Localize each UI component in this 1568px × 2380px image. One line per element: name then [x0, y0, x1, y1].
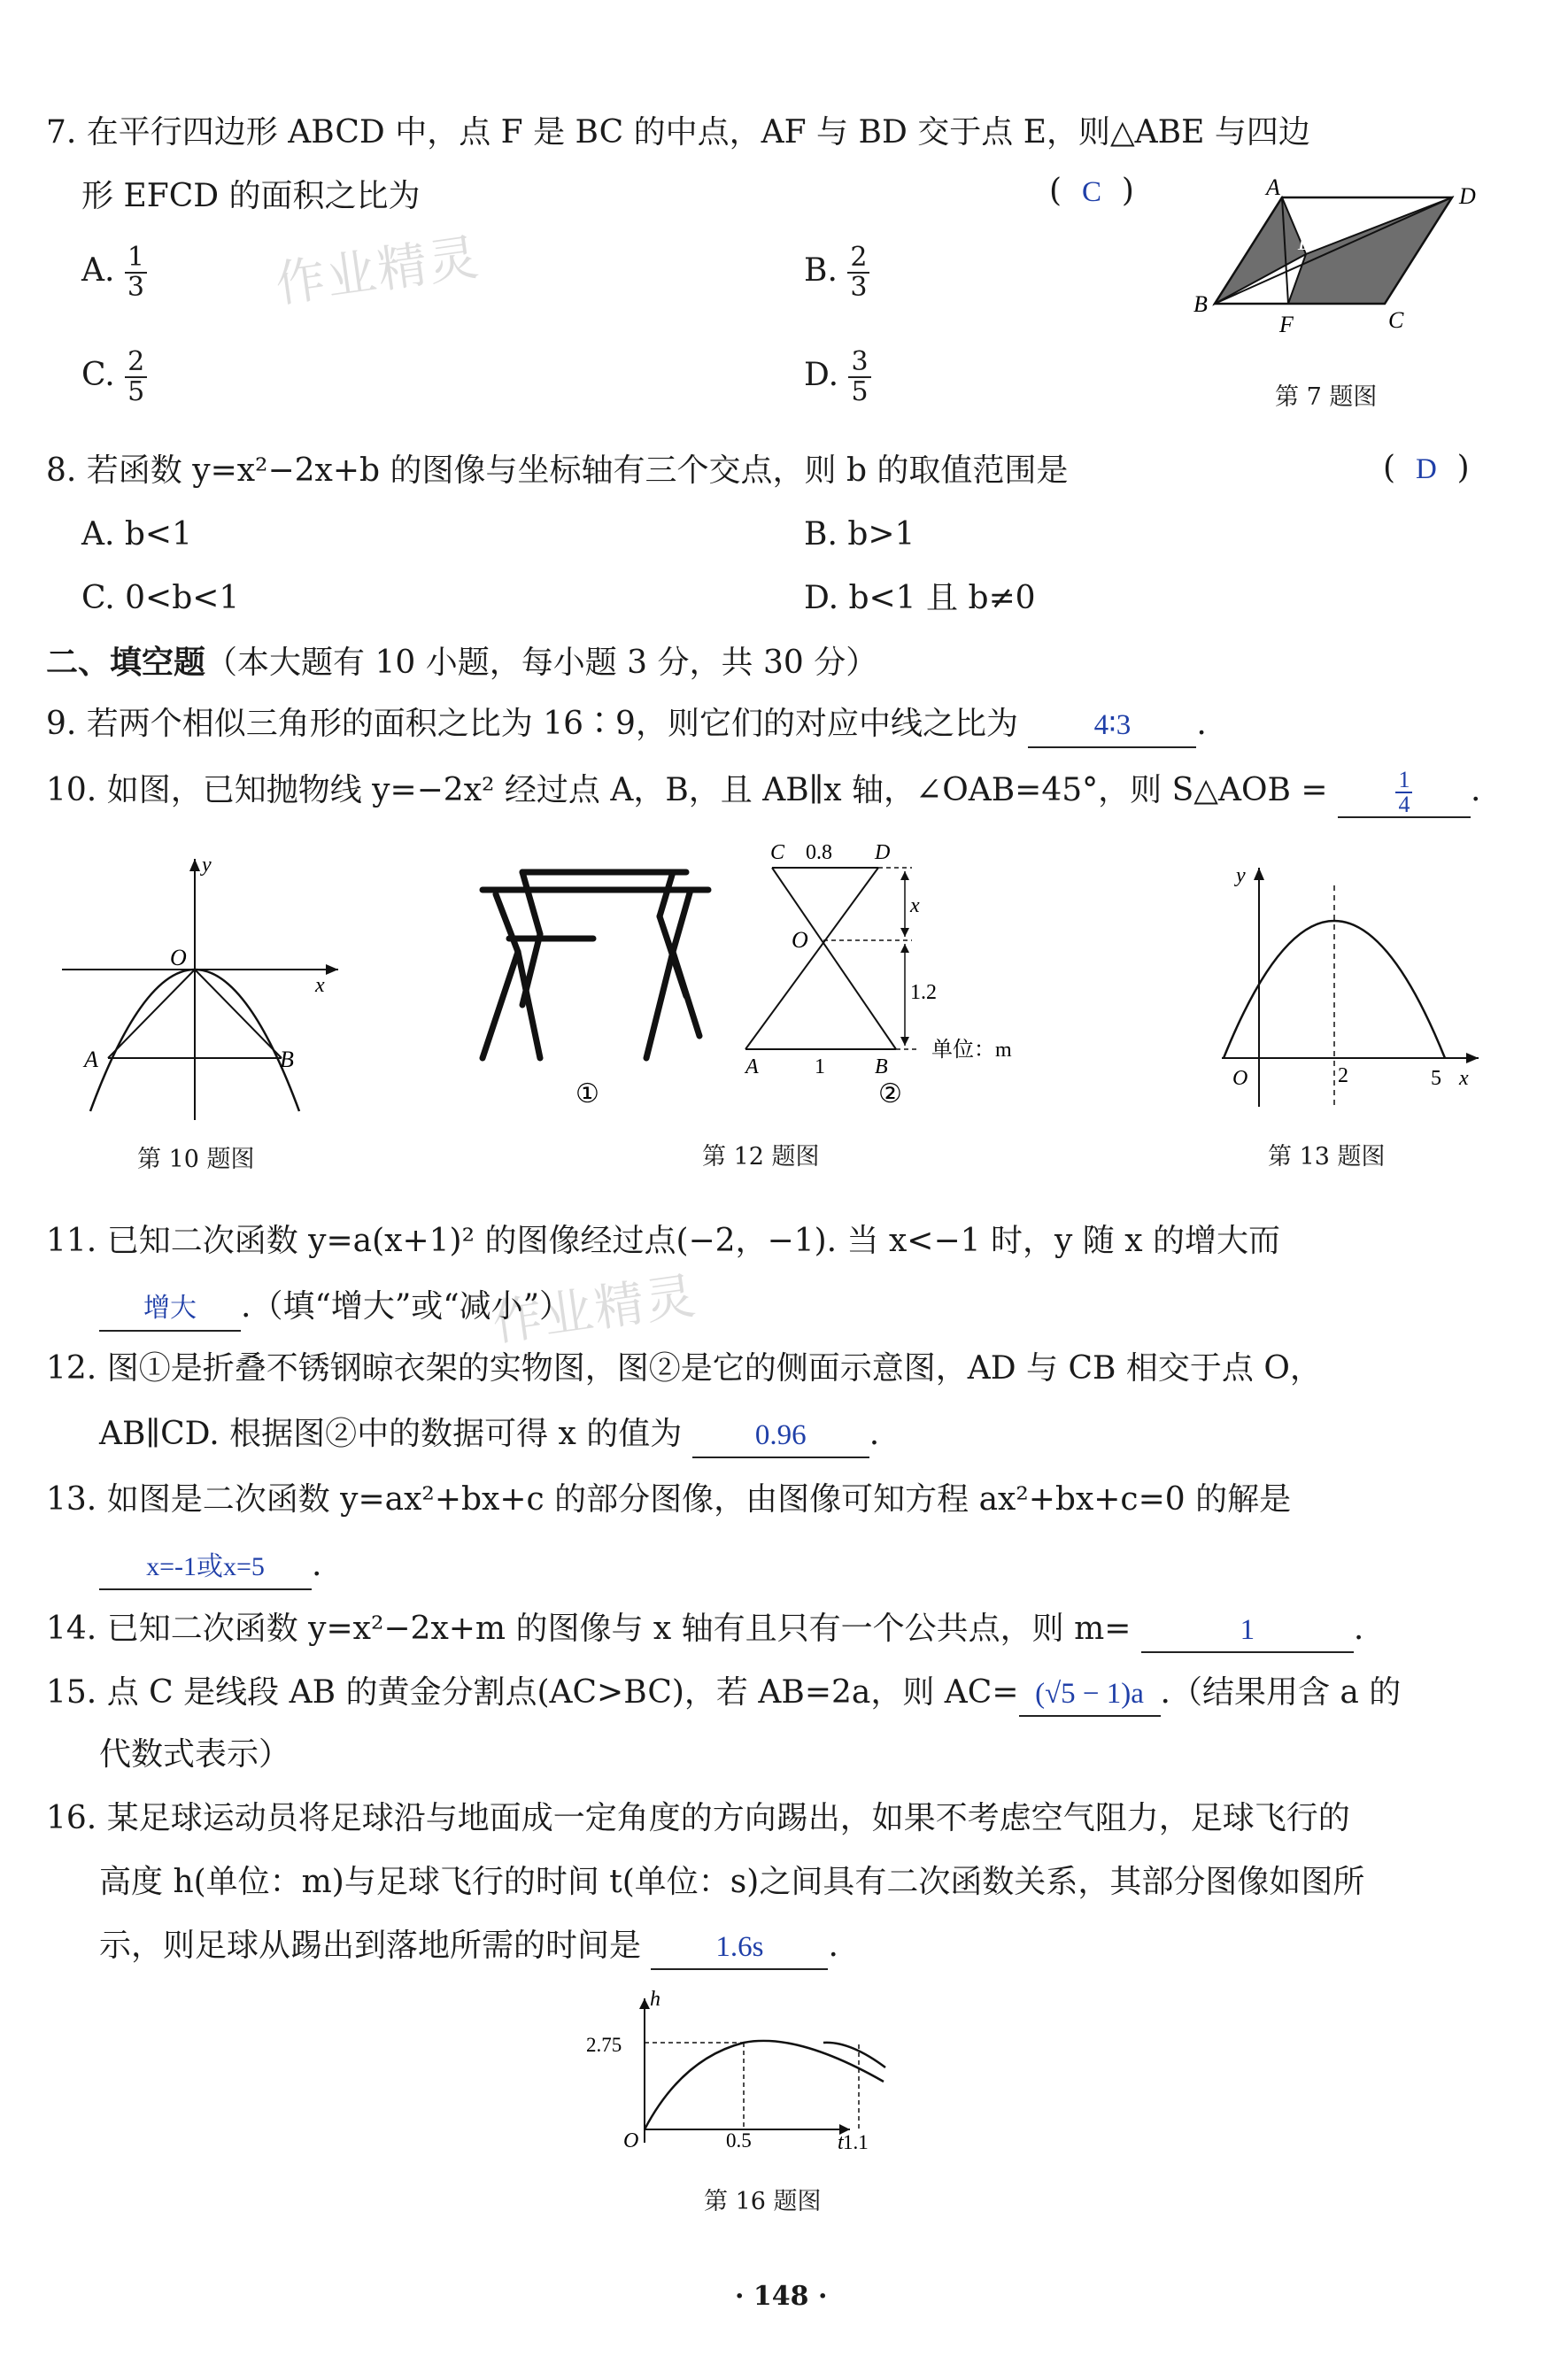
svg-text:O: O — [1232, 1067, 1248, 1090]
page-number: · 148 · — [735, 2281, 828, 2312]
q15-answer: (√5 − 1)a — [1019, 1673, 1161, 1717]
q7-option-d: D. $\frac{3}{5}$ — [804, 348, 871, 406]
q10-answer: $\frac{1}{4}$ — [1338, 769, 1471, 818]
watermark: 作业精灵 — [272, 228, 484, 314]
q7-answer-paren: ( C ) — [1049, 173, 1134, 209]
svg-text:①: ① — [575, 1079, 599, 1109]
svg-text:B: B — [280, 1047, 294, 1072]
label-b: B — [1193, 291, 1208, 317]
svg-text:y: y — [1236, 864, 1246, 887]
q12-line2: AB∥CD. 根据图②中的数据可得 x 的值为 0.96 . — [99, 1413, 879, 1458]
figure-10 — [53, 841, 372, 1124]
svg-text:1.1: 1.1 — [843, 2131, 869, 2153]
label-c: C — [1388, 307, 1404, 333]
q8-option-b: B. b>1 — [804, 516, 915, 552]
label-e: E — [1298, 229, 1312, 255]
figure-7 — [1178, 168, 1514, 345]
figure-16-caption: 第 16 题图 — [704, 2188, 822, 2215]
figure-16-right — [823, 2032, 894, 2153]
q8-answer: D — [1415, 453, 1437, 485]
q16-line1: 16. 某足球运动员将足球沿与地面成一定角度的方向踢出，如果不考虑空气阻力，足球飞行的 — [46, 1800, 1350, 1836]
svg-text:2: 2 — [1338, 1064, 1348, 1087]
label-d: D — [1459, 183, 1476, 209]
q14-line: 14. 已知二次函数 y=x²−2x+m 的图像与 x 轴有且只有一个公共点，则 m= 1 . — [46, 1608, 1363, 1653]
q11-answer: 增大 — [99, 1287, 241, 1332]
label-f: F — [1279, 312, 1294, 337]
section-2-heading: 二、填空题（本大题有 10 小题，每小题 3 分，共 30 分） — [46, 644, 878, 681]
figure-12-photo — [469, 854, 735, 1109]
q10-line: 10. 如图，已知抛物线 y=−2x² 经过点 A，B，且 AB∥x 轴，∠OAB=45°，则 S△AOB = $\frac{1}{4}$ . — [46, 767, 1481, 817]
q14-answer: 1 — [1141, 1609, 1354, 1653]
svg-text:O: O — [623, 2129, 639, 2152]
q11-line2: 增大 .（填“增大”或“减小”） — [99, 1286, 571, 1332]
svg-text:0.5: 0.5 — [726, 2129, 752, 2152]
svg-text:单位：m: 单位：m — [931, 1039, 1012, 1062]
q9-answer: 4∶3 — [1028, 704, 1196, 748]
q15-line2: 代数式表示） — [99, 1736, 291, 1773]
q8-option-a: A. b<1 — [81, 516, 192, 552]
figure-13 — [1213, 850, 1496, 1107]
q8-line: 8. 若函数 y=x²−2x+b 的图像与坐标轴有三个交点，则 b 的取值范围是 — [46, 452, 1069, 489]
svg-text:x: x — [910, 894, 920, 917]
svg-text:x: x — [1459, 1067, 1469, 1090]
q12-line1: 12. 图①是折叠不锈钢晾衣架的实物图，图②是它的侧面示意图，AD 与 CB 相交于点 O， — [46, 1350, 1322, 1387]
svg-text:y: y — [202, 854, 212, 877]
q9-line: 9. 若两个相似三角形的面积之比为 16∶9，则它们的对应中线之比为 4∶3 . — [46, 703, 1207, 748]
figure-12-caption: 第 12 题图 — [702, 1143, 820, 1171]
svg-text:A: A — [84, 1047, 98, 1072]
figure-12-diagram — [735, 832, 1036, 1107]
q16-answer: 1.6s — [651, 1926, 828, 1970]
svg-text:B: B — [875, 1055, 888, 1078]
q13-line1: 13. 如图是二次函数 y=ax²+bx+c 的部分图像，由图像可知方程 ax²+bx+c=0 的解是 — [46, 1481, 1292, 1518]
svg-text:2.75: 2.75 — [586, 2034, 622, 2056]
watermark: 作业精灵 — [489, 1267, 701, 1353]
q7-line1: 7. 在平行四边形 ABCD 中，点 F 是 BC 的中点，AF 与 BD 交于点 E，则△ABE 与四边 — [46, 114, 1310, 151]
q7-option-a: A. $\frac{1}{3}$ — [81, 243, 147, 302]
svg-text:5: 5 — [1431, 1067, 1441, 1090]
q16-line3: 示，则足球从踢出到落地所需的时间是 1.6s . — [99, 1925, 838, 1970]
figure-13-caption: 第 13 题图 — [1268, 1143, 1386, 1171]
q12-answer: 0.96 — [692, 1414, 869, 1458]
q13-line2: x=-1或x=5 . — [99, 1544, 321, 1590]
svg-text:D: D — [875, 841, 891, 864]
svg-text:0.8: 0.8 — [806, 841, 832, 864]
svg-text:1: 1 — [815, 1055, 825, 1078]
figure-10-caption: 第 10 题图 — [137, 1146, 255, 1173]
q8-option-d: D. b<1 且 b≠0 — [804, 580, 1036, 616]
q7-option-c: C. $\frac{2}{5}$ — [81, 348, 147, 406]
svg-text:A: A — [745, 1055, 759, 1078]
svg-text:1.2: 1.2 — [910, 981, 937, 1004]
figure-16 — [584, 1988, 850, 2154]
quad-efcd — [1288, 197, 1452, 304]
svg-text:t: t — [838, 2131, 844, 2154]
svg-text:②: ② — [878, 1079, 902, 1109]
q11-line1: 11. 已知二次函数 y=a(x+1)² 的图像经过点(−2，−1). 当 x<−1 时，y 随 x 的增大而 — [46, 1223, 1280, 1259]
q7-option-b: B. $\frac{2}{3}$ — [804, 243, 869, 302]
svg-text:C: C — [770, 841, 785, 864]
svg-text:O: O — [792, 927, 808, 953]
svg-text:x: x — [315, 974, 325, 997]
q7-line2: 形 EFCD 的面积之比为 — [81, 178, 421, 214]
q13-answer: x=-1或x=5 — [99, 1546, 312, 1590]
q8-option-c: C. 0<b<1 — [81, 580, 240, 616]
svg-text:O: O — [170, 945, 187, 970]
q7-answer: C — [1081, 176, 1101, 208]
triangle-abe — [1215, 197, 1306, 304]
q16-line2: 高度 h(单位：m)与足球飞行的时间 t(单位：s)之间具有二次函数关系，其部分图像如图所 — [99, 1864, 1365, 1900]
label-a: A — [1266, 174, 1280, 200]
svg-text:h: h — [650, 1988, 660, 2011]
figure-7-caption: 第 7 题图 — [1275, 383, 1378, 411]
q15-line1: 15. 点 C 是线段 AB 的黄金分割点(AC>BC)，若 AB=2a，则 AC= (√5 − 1)a .（结果用含 a 的 — [46, 1672, 1401, 1717]
q8-answer-paren: ( D ) — [1383, 450, 1470, 486]
